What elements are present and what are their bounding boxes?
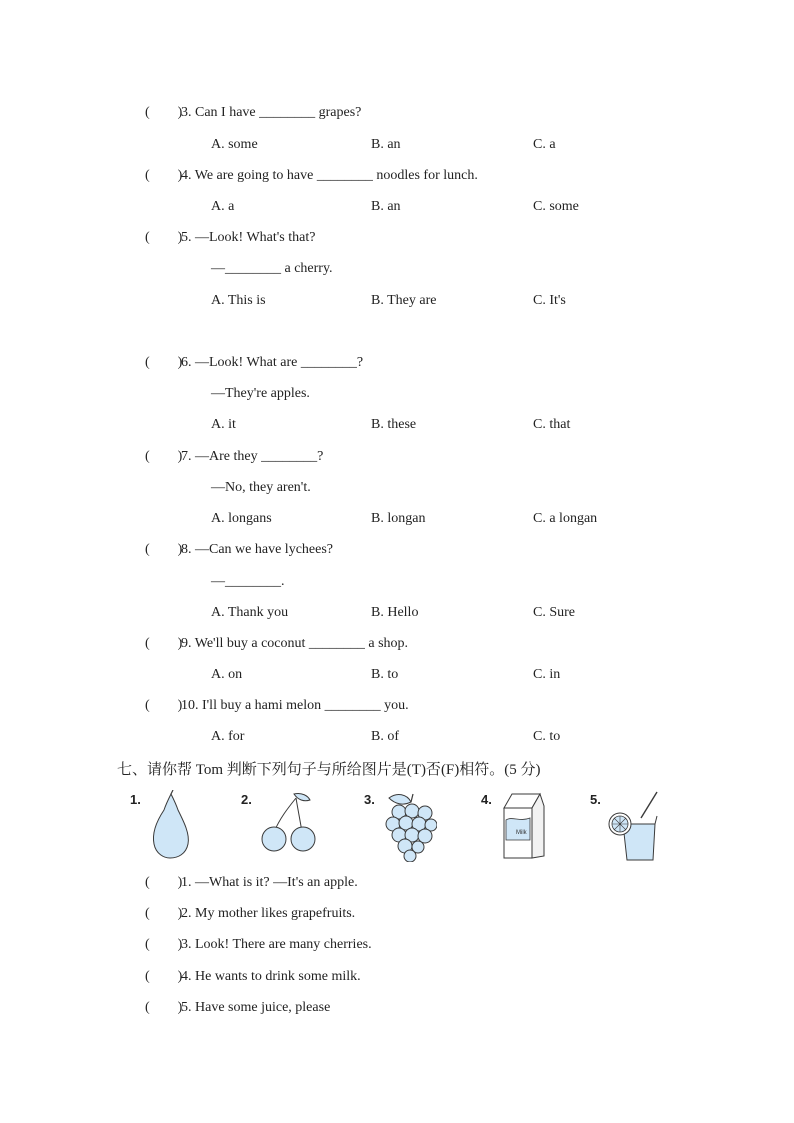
question-text: 5. —Look! What's that? <box>181 230 316 245</box>
juice-glass-icon <box>607 790 663 864</box>
statement-text: 3. Look! There are many cherries. <box>181 937 372 952</box>
option-c: C. Sure <box>533 605 575 620</box>
answer-blank[interactable]: ( ) <box>145 105 183 120</box>
option-a: A. This is <box>211 293 266 308</box>
option-a: A. it <box>211 417 236 432</box>
answer-blank[interactable]: ( ) <box>145 937 183 952</box>
question-text: 8. —Can we have lychees? <box>181 542 333 557</box>
question-text: 4. We are going to have ________ noodles for lunch. <box>181 168 478 183</box>
option-c: C. in <box>533 667 561 682</box>
option-a: A. for <box>211 729 245 744</box>
section-heading: 七、请你帮 Tom 判断下列句子与所给图片是(T)否(F)相符。(5 分) <box>117 762 541 778</box>
picture-number: 4. <box>481 792 492 807</box>
question-response: —________. <box>211 574 285 589</box>
answer-blank[interactable]: ( ) <box>145 355 183 370</box>
answer-blank[interactable]: ( ) <box>145 875 183 890</box>
answer-blank[interactable]: ( ) <box>145 230 183 245</box>
answer-blank[interactable]: ( ) <box>145 449 183 464</box>
answer-blank[interactable]: ( ) <box>145 698 183 713</box>
question-text: 6. —Look! What are ________? <box>181 355 364 370</box>
option-c: C. to <box>533 729 561 744</box>
answer-blank[interactable]: ( ) <box>145 906 183 921</box>
picture-number: 1. <box>130 792 141 807</box>
answer-blank[interactable]: ( ) <box>145 636 183 651</box>
option-a: A. longans <box>211 511 272 526</box>
option-c: C. a <box>533 137 556 152</box>
answer-blank[interactable]: ( ) <box>145 168 183 183</box>
question-text: 7. —Are they ________? <box>181 449 324 464</box>
option-c: C. a longan <box>533 511 598 526</box>
statement-text: 4. He wants to drink some milk. <box>181 969 361 984</box>
option-a: A. some <box>211 137 258 152</box>
question-text: 3. Can I have ________ grapes? <box>181 105 362 120</box>
question-response: —No, they aren't. <box>211 480 311 495</box>
option-c: C. It's <box>533 293 566 308</box>
cherry-icon <box>258 790 320 852</box>
option-b: B. these <box>371 417 417 432</box>
pear-icon <box>148 790 192 860</box>
option-b: B. an <box>371 137 401 152</box>
picture-number: 3. <box>364 792 375 807</box>
option-c: C. some <box>533 199 579 214</box>
option-a: A. a <box>211 199 235 214</box>
option-b: B. of <box>371 729 399 744</box>
answer-blank[interactable]: ( ) <box>145 542 183 557</box>
option-c: C. that <box>533 417 571 432</box>
option-b: B. They are <box>371 293 437 308</box>
picture-number: 2. <box>241 792 252 807</box>
question-text: 10. I'll buy a hami melon ________ you. <box>181 698 409 713</box>
option-b: B. longan <box>371 511 426 526</box>
answer-blank[interactable]: ( ) <box>145 1000 183 1015</box>
option-b: B. Hello <box>371 605 419 620</box>
option-b: B. to <box>371 667 399 682</box>
milk-label: Milk <box>516 830 527 836</box>
grapes-icon <box>381 790 437 862</box>
question-response: —________ a cherry. <box>211 261 333 276</box>
option-b: B. an <box>371 199 401 214</box>
question-text: 9. We'll buy a coconut ________ a shop. <box>181 636 409 651</box>
option-a: A. Thank you <box>211 605 289 620</box>
option-a: A. on <box>211 667 243 682</box>
answer-blank[interactable]: ( ) <box>145 969 183 984</box>
statement-text: 5. Have some juice, please <box>181 1000 331 1015</box>
milk-carton-icon <box>498 790 546 860</box>
question-response: —They're apples. <box>211 386 310 401</box>
statement-text: 2. My mother likes grapefruits. <box>181 906 356 921</box>
statement-text: 1. —What is it? —It's an apple. <box>181 875 358 890</box>
picture-number: 5. <box>590 792 601 807</box>
